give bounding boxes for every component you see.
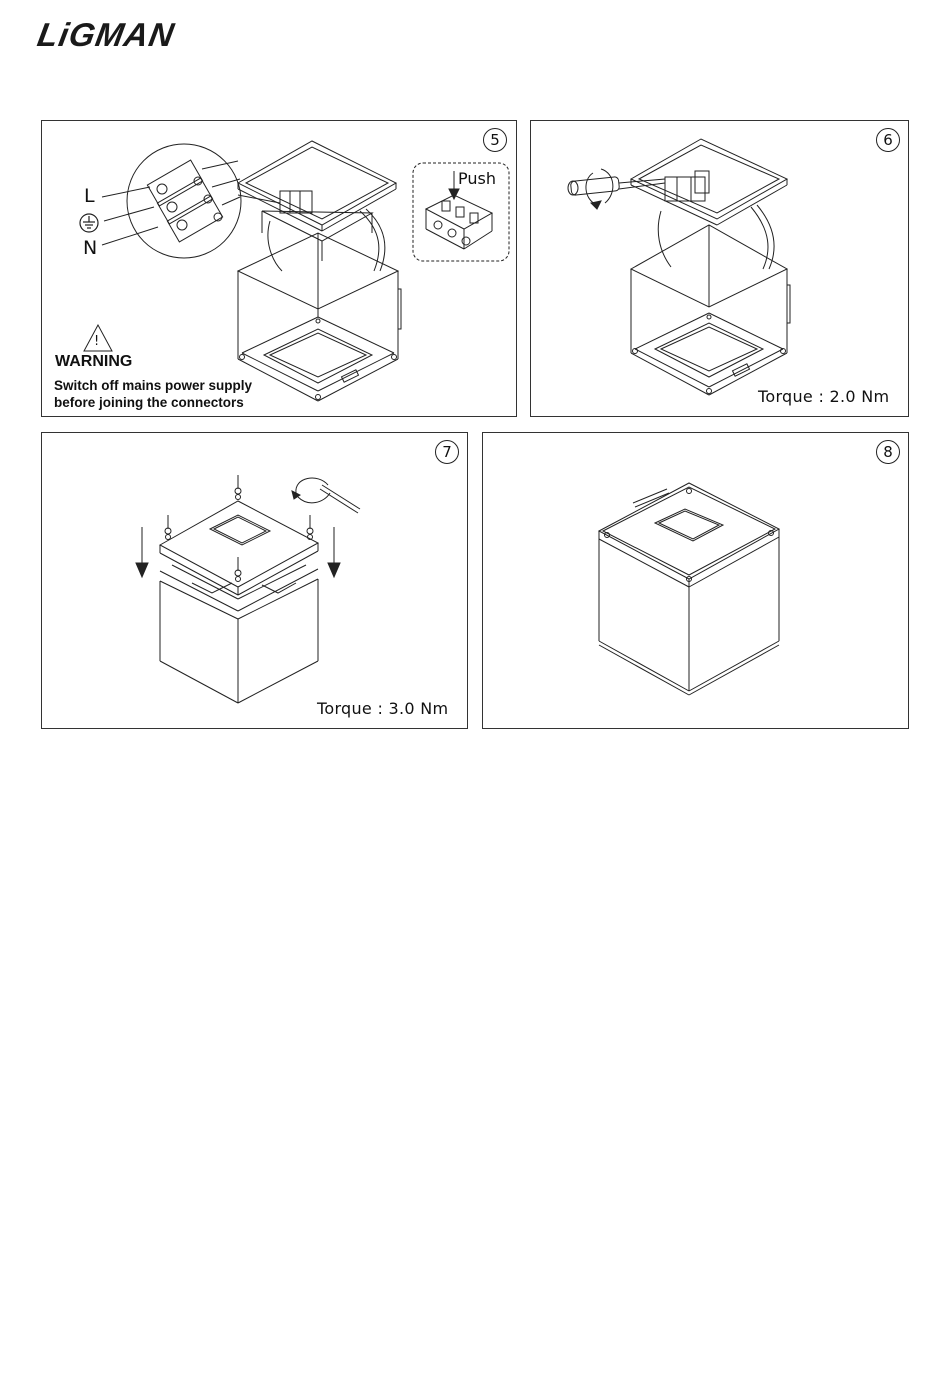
neutral-label: N xyxy=(83,237,98,259)
step-7-illustration xyxy=(42,433,469,730)
torque-value: Torque : 2.0 Nm xyxy=(758,387,890,406)
step-8-illustration xyxy=(483,433,910,730)
step-number-badge: 7 xyxy=(435,440,459,464)
step-5-illustration xyxy=(42,121,518,418)
brand-logo-text: LiGMAN xyxy=(34,16,178,53)
warning-line-2: before joining the connectors xyxy=(54,395,244,410)
brand-logo xyxy=(34,16,228,53)
earth-ground-icon xyxy=(80,214,98,232)
step-8-panel xyxy=(482,432,909,729)
step-5-panel xyxy=(41,120,517,417)
warning-title: WARNING xyxy=(55,353,133,370)
torque-value: Torque : 3.0 Nm xyxy=(317,699,449,718)
push-label: Push xyxy=(458,169,496,188)
step-number-badge: 5 xyxy=(483,128,507,152)
step-6-illustration xyxy=(531,121,910,418)
step-number-badge: 8 xyxy=(876,440,900,464)
step-number-badge: 6 xyxy=(876,128,900,152)
step-7-panel xyxy=(41,432,468,729)
step-6-panel xyxy=(530,120,909,417)
warning-icon: ! xyxy=(94,334,100,349)
live-label: L xyxy=(84,185,95,207)
warning-line-1: Switch off mains power supply xyxy=(54,378,253,393)
